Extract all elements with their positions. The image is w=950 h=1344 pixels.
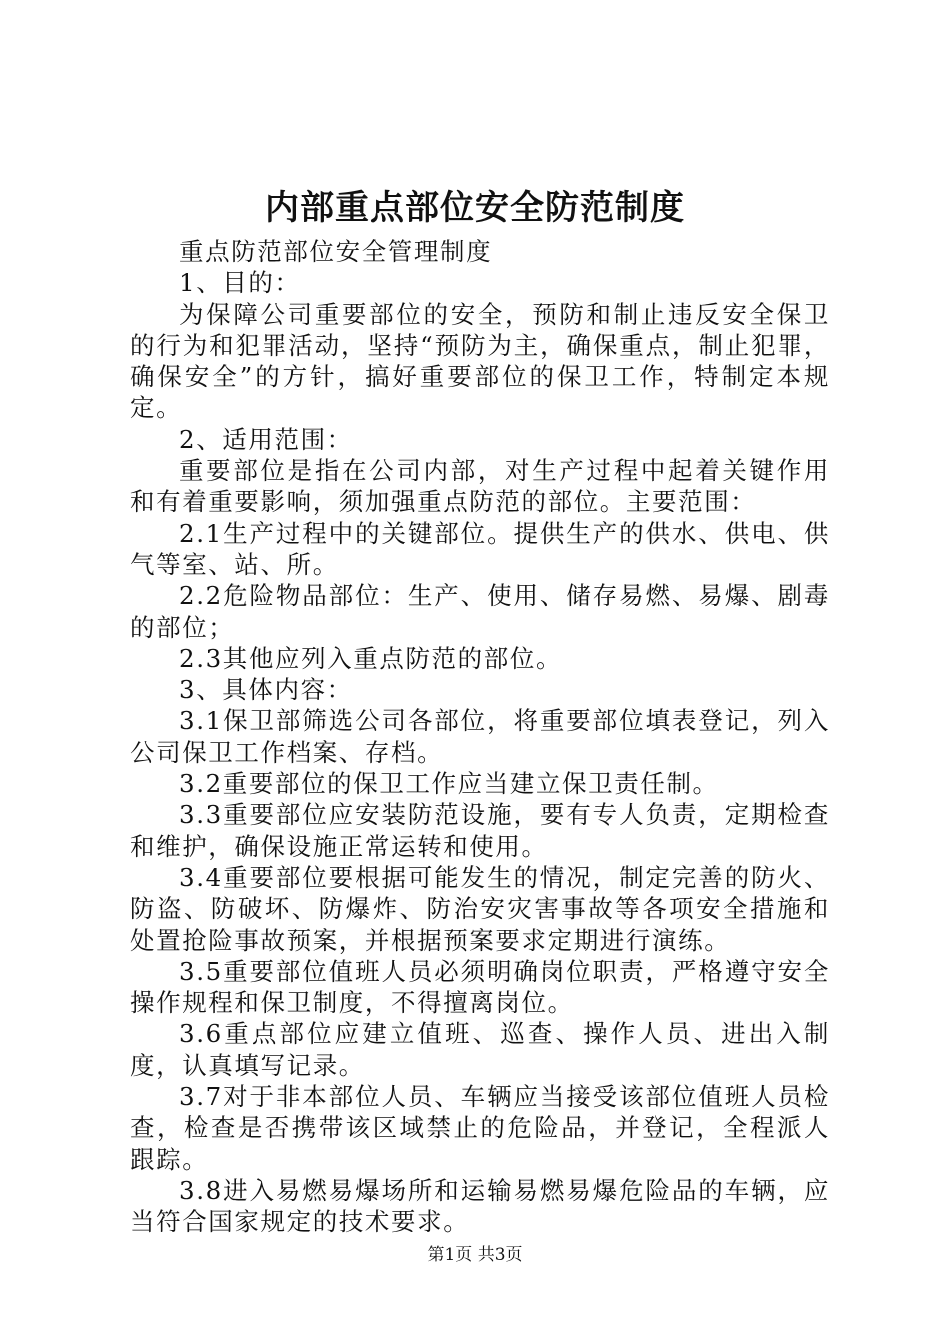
paragraph-3-8: 3.8进入易燃易爆场所和运输易燃易爆危险品的车辆，应当符合国家规定的技术要求。	[130, 1175, 830, 1237]
paragraph-3-1: 3.1保卫部筛选公司各部位，将重要部位填表登记，列入公司保卫工作档案、存档。	[130, 706, 830, 767]
document-body	[130, 236, 830, 1238]
paragraph-2-1: 2.1生产过程中的关键部位。提供生产的供水、供电、供气等室、站、所。	[130, 518, 830, 579]
paragraph-scope-heading: 2、适用范围：	[179, 424, 353, 454]
paragraph-2-3: 2.3其他应列入重点防范的部位。	[179, 643, 563, 673]
paragraph-3-4: 3.4重要部位要根据可能发生的情况，制定完善的防火、防盗、防破坏、防爆炸、防治安灾害事故等各项安全措施和处置抢险事故预案，并根据预案要求定期进行演练。	[130, 862, 830, 955]
document-title: 内部重点部位安全防范制度	[265, 188, 685, 228]
paragraph-2-2: 2.2危险物品部位：生产、使用、储存易燃、易爆、剧毒的部位；	[130, 581, 830, 642]
paragraph-purpose: 为保障公司重要部位的安全，预防和制止违反安全保卫的行为和犯罪活动，坚持“预防为主，确保重点，制止犯罪，确保安全”的方针，搞好重要部位的保卫工作，特制定本规定。	[130, 299, 830, 423]
page-number-footer: 第1页 共3页	[427, 1245, 523, 1265]
paragraph-3-2: 3.2重要部位的保卫工作应当建立保卫责任制。	[179, 769, 719, 799]
section-heading: 重点防范部位安全管理制度	[179, 237, 493, 266]
paragraph-3-5: 3.5重要部位值班人员必须明确岗位职责，严格遵守安全操作规程和保卫制度，不得擅离岗位。	[130, 956, 830, 1018]
paragraph-content-heading: 3、具体内容：	[179, 675, 353, 705]
paragraph-purpose-heading: 1、目的：	[179, 268, 301, 298]
paragraph-3-7: 3.7对于非本部位人员、车辆应当接受该部位值班人员检查，检查是否携带该区域禁止的危险品，并登记，全程派人跟踪。	[130, 1082, 830, 1174]
paragraph-3-3: 3.3重要部位应安装防范设施，要有专人负责，定期检查和维护，确保设施正常运转和使用。	[130, 800, 830, 861]
paragraph-3-6: 3.6重点部位应建立值班、巡查、操作人员、进出入制度，认真填写记录。	[130, 1019, 830, 1080]
paragraph-scope: 重要部位是指在公司内部，对生产过程中起着关键作用和有着重要影响，须加强重点防范的部位。主要范围：	[130, 456, 830, 517]
